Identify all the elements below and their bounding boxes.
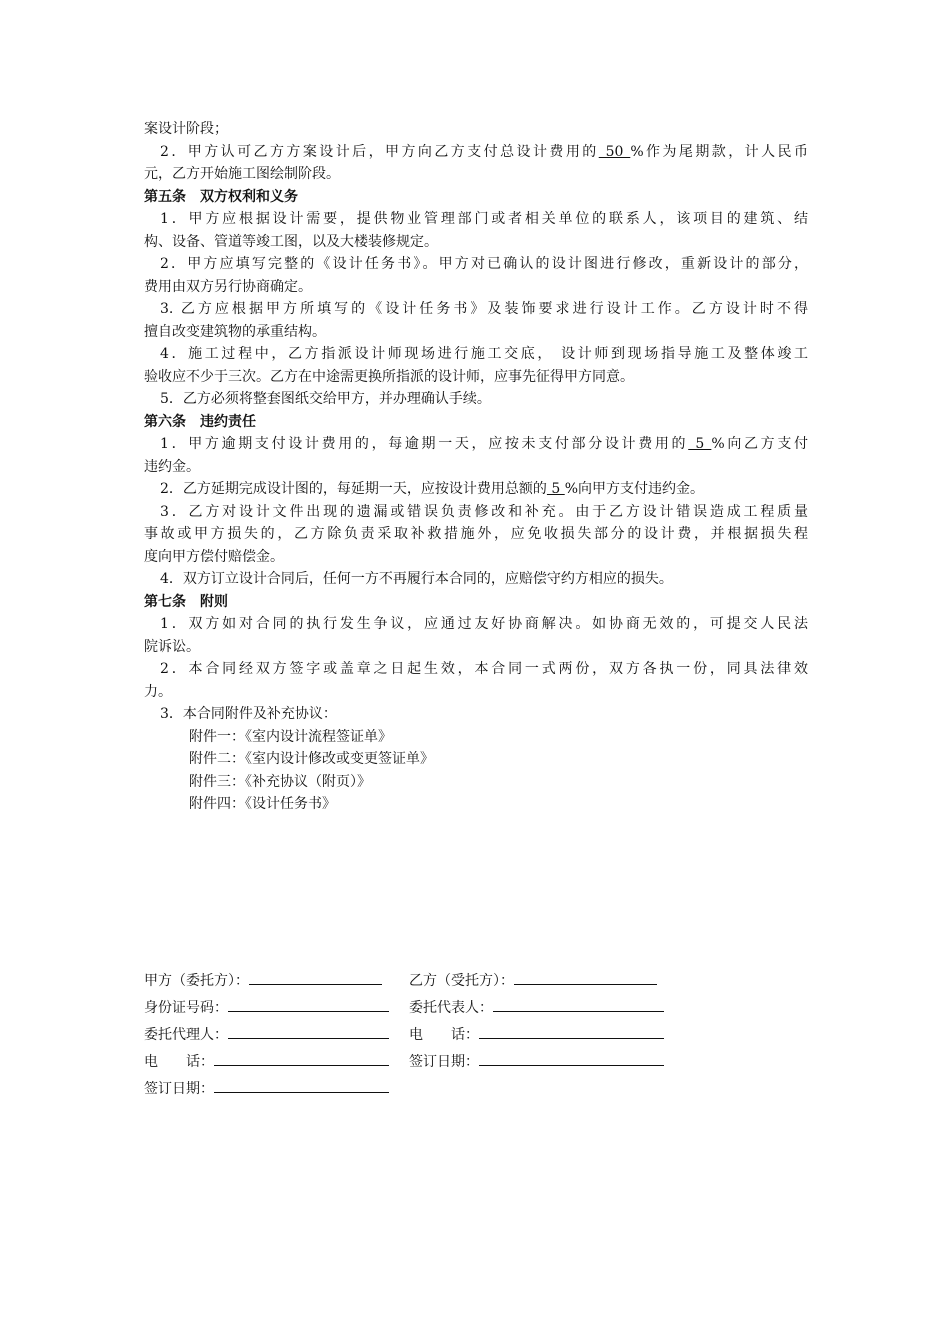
text-line: 2．乙方延期完成设计图的，每延期一天，应按设计费用总额的 5 %向甲方支付违约金。 — [160, 481, 705, 497]
late-payment-percentage: 5 — [688, 436, 712, 452]
party-b-label: 乙方（受托方）： — [409, 973, 514, 989]
phone-a-label: 电 话： — [144, 1054, 214, 1070]
representative-label: 委托代表人： — [409, 1000, 493, 1016]
phone-b-blank[interactable] — [479, 1022, 664, 1039]
text-line: 5．乙方必须将整套图纸交给甲方，并办理确认手续。 — [160, 391, 491, 407]
attachment-item: 附件二：《室内设计修改或变更签证单》 — [189, 751, 434, 767]
phone-a-blank[interactable] — [214, 1049, 389, 1066]
text-line: 擅自改变建筑物的承重结构。 — [144, 323, 326, 340]
attachment-item: 附件四：《设计任务书》 — [189, 796, 336, 812]
late-design-percentage: 5 — [546, 481, 565, 497]
signature-row — [144, 1022, 684, 1049]
signature-row — [144, 1049, 684, 1076]
party-b-field — [409, 968, 684, 995]
sign-date-b-label: 签订日期： — [409, 1054, 479, 1070]
text-line: 违约金。 — [144, 458, 200, 475]
text-line: 3．乙方对设计文件出现的遗漏或错误负责修改和补充。由于乙方设计错误造成工程质量 — [160, 503, 808, 520]
party-a-field — [144, 968, 409, 995]
text-line: 1．甲方应根据设计需要，提供物业管理部门或者相关单位的联系人，该项目的建筑、结 — [160, 211, 808, 227]
id-number-label: 身份证号码： — [144, 1000, 228, 1016]
sign-date-a-label: 签订日期： — [144, 1081, 214, 1097]
agent-label: 委托代理人： — [144, 1027, 228, 1043]
text-line: 事故或甲方损失的，乙方除负责采取补救措施外，应免收损失部分的设计费，并根据损失程 — [144, 526, 808, 542]
article-5-heading: 第五条 双方权利和义务 — [144, 188, 298, 205]
phone-a-field — [144, 1049, 409, 1076]
text-line: 验收应不少于三次。乙方在中途需更换所指派的设计师，应事先征得甲方同意。 — [144, 368, 634, 385]
text-line: 4．双方订立设计合同后，任何一方不再履行本合同的，应赔偿守约方相应的损失。 — [160, 571, 673, 587]
representative-field — [409, 995, 684, 1022]
signature-row — [144, 968, 684, 995]
text-line: 力。 — [144, 683, 172, 700]
article-6-heading: 第六条 违约责任 — [144, 413, 256, 430]
party-b-blank[interactable] — [514, 968, 657, 985]
payment-percentage: 50 — [598, 143, 631, 160]
article-7-heading: 第七条 附则 — [144, 593, 228, 610]
text-line: 3．本合同附件及补充协议： — [160, 706, 337, 722]
id-number-field — [144, 995, 409, 1022]
sign-date-b-blank[interactable] — [479, 1049, 664, 1066]
phone-b-label: 电 话： — [409, 1027, 479, 1043]
text-line: 2．甲方应填写完整的《设计任务书》。甲方对已确认的设计图进行修改，重新设计的部分， — [160, 256, 808, 272]
text-line: 2．本合同经双方签字或盖章之日起生效，本合同一式两份，双方各执一份，同具法律效 — [160, 661, 808, 677]
id-number-blank[interactable] — [228, 995, 389, 1012]
agent-blank[interactable] — [228, 1022, 389, 1039]
contract-body — [144, 118, 808, 816]
text-line: 2．甲方认可乙方方案设计后，甲方向乙方支付总设计费用的 50 %作为尾期款，计人民币 — [160, 143, 808, 160]
sign-date-b-field — [409, 1049, 684, 1076]
text-line: 院诉讼。 — [144, 638, 200, 655]
attachment-item: 附件三：《补充协议（附页）》 — [189, 773, 371, 790]
sign-date-a-field — [144, 1076, 409, 1103]
text-line: 费用由双方另行协商确定。 — [144, 278, 312, 295]
text-line: 3. 乙方应根据甲方所填写的《设计任务书》及装饰要求进行设计工作。乙方设计时不得 — [160, 301, 808, 317]
text-line: 4．施工过程中，乙方指派设计师现场进行施工交底， 设计师到现场指导施工及整体竣工 — [160, 346, 808, 362]
text-line: 度向甲方偿付赔偿金。 — [144, 548, 284, 565]
attachment-item: 附件一：《室内设计流程签证单》 — [189, 728, 392, 745]
signature-row — [144, 1076, 684, 1103]
text-line: 元，乙方开始施工图绘制阶段。 — [144, 166, 340, 182]
party-a-label: 甲方（委托方）： — [144, 973, 249, 989]
text-line: 1．甲方逾期支付设计费用的，每逾期一天，应按未支付部分设计费用的 5 %向乙方支付 — [160, 436, 808, 452]
party-a-blank[interactable] — [249, 968, 382, 985]
text-line: 1．双方如对合同的执行发生争议，应通过友好协商解决。如协商无效的，可提交人民法 — [160, 616, 808, 632]
text-line: 构、设备、管道等竣工图，以及大楼装修规定。 — [144, 233, 438, 250]
text-line: 案设计阶段； — [144, 121, 228, 137]
phone-b-field — [409, 1022, 684, 1049]
signature-block — [144, 968, 684, 1103]
signature-row — [144, 995, 684, 1022]
representative-blank[interactable] — [493, 995, 664, 1012]
agent-field — [144, 1022, 409, 1049]
sign-date-a-blank[interactable] — [214, 1076, 389, 1093]
